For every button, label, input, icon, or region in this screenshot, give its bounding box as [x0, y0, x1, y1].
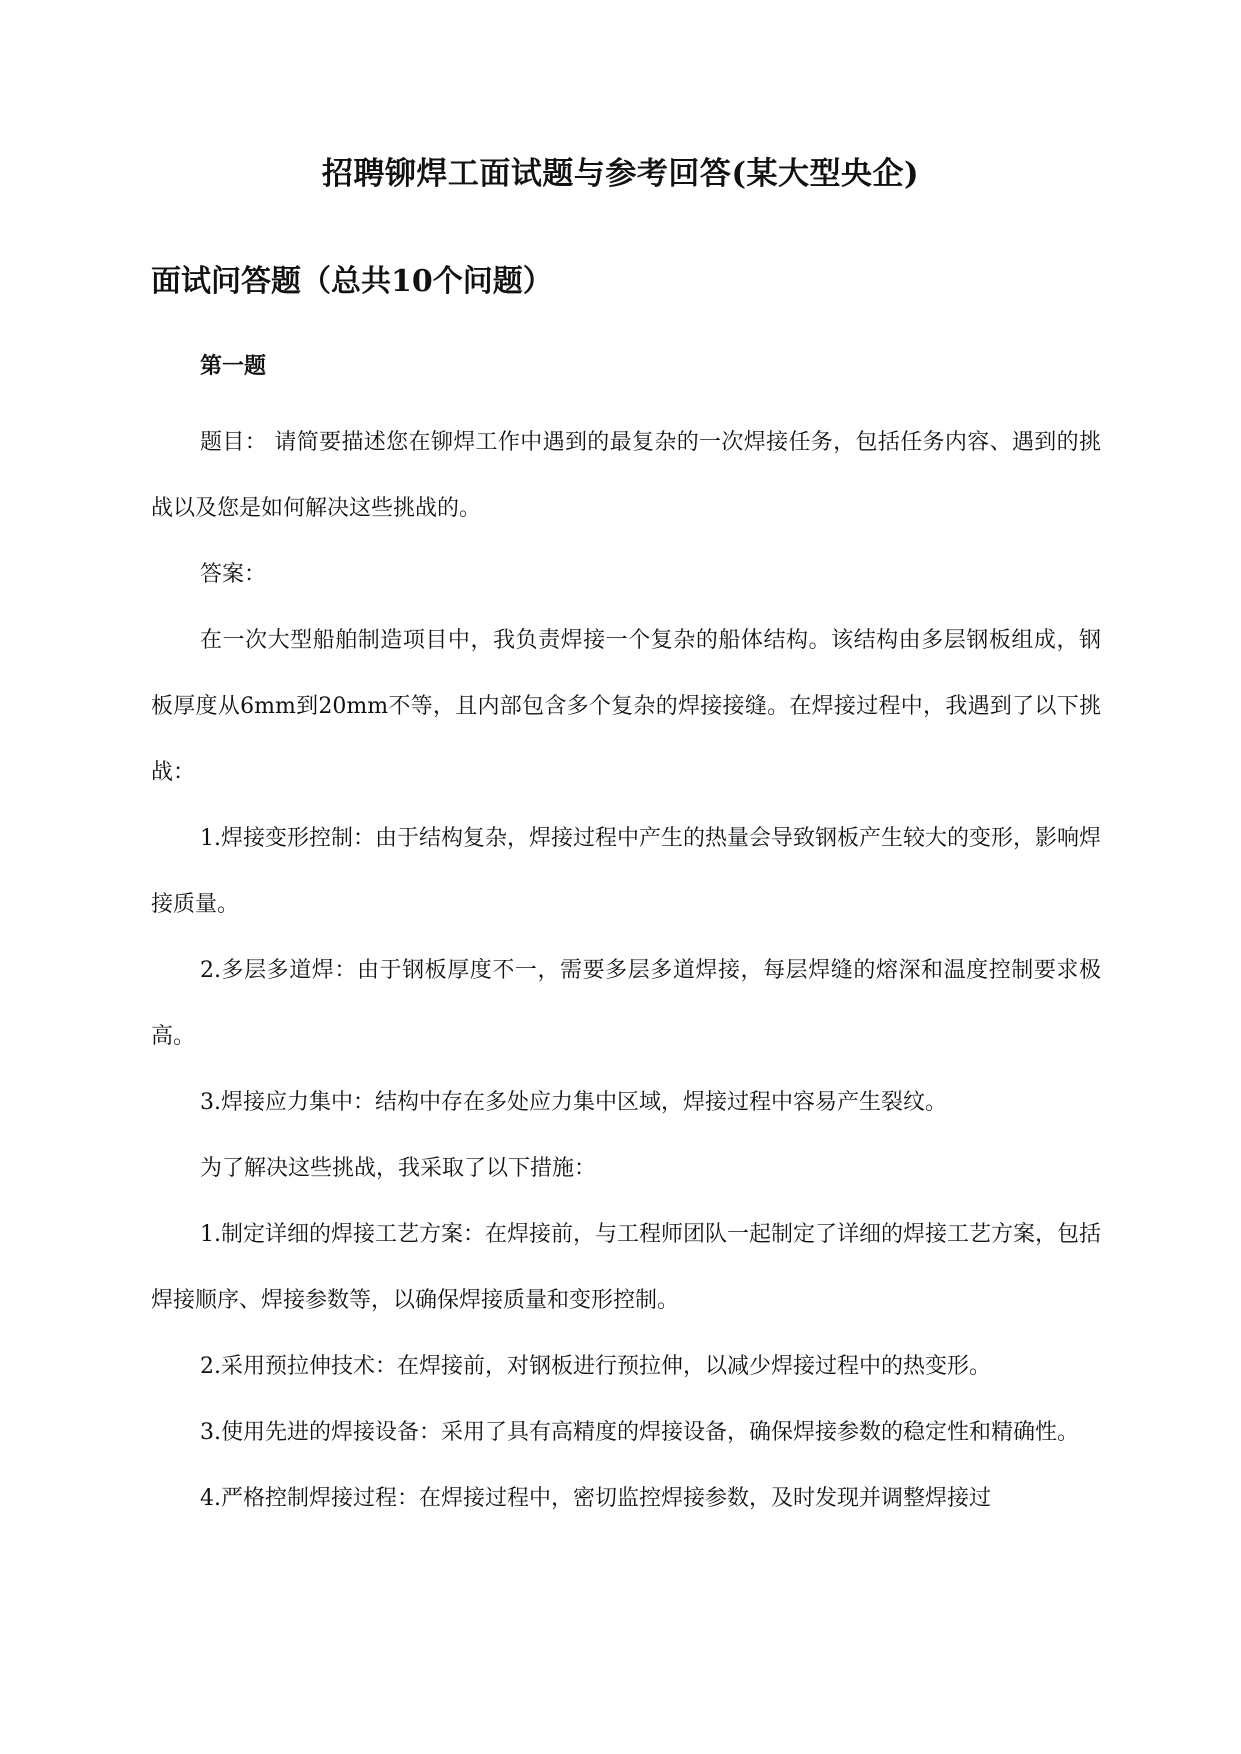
measure-item: 4.严格控制焊接过程：在焊接过程中，密切监控焊接参数，及时发现并调整焊接过 — [200, 1486, 991, 1511]
question-heading: 第一题 — [200, 353, 267, 379]
measure-item: 2.采用预拉伸技术：在焊接前，对钢板进行预拉伸，以减少焊接过程中的热变形。 — [200, 1354, 991, 1379]
measure-item: 3.使用先进的焊接设备：采用了具有高精度的焊接设备，确保焊接参数的稳定性和精确性。 — [200, 1420, 1079, 1445]
answer-intro: 在一次大型船舶制造项目中，我负责焊接一个复杂的船体结构。该结构由多层钢板组成，钢板厚度从6mm到20mm不等，且内部包含多个复杂的焊接接缝。在焊接过程中，我遇到了以下挑战： — [151, 628, 1101, 785]
measure-item: 1.制定详细的焊接工艺方案：在焊接前，与工程师团队一起制定了详细的焊接工艺方案，包括焊接顺序、焊接参数等，以确保焊接质量和变形控制。 — [151, 1222, 1101, 1313]
challenge-item: 3.焊接应力集中：结构中存在多处应力集中区域，焊接过程中容易产生裂纹。 — [200, 1090, 947, 1115]
measures-intro: 为了解决这些挑战，我采取了以下措施： — [200, 1156, 597, 1181]
answer-label: 答案： — [200, 562, 267, 587]
document-body — [151, 410, 1101, 1532]
challenge-item: 1.焊接变形控制：由于结构复杂，焊接过程中产生的热量会导致钢板产生较大的变形，影响焊接质量。 — [151, 826, 1101, 917]
challenge-item: 2.多层多道焊：由于钢板厚度不一，需要多层多道焊接，每层焊缝的熔深和温度控制要求极高。 — [151, 958, 1101, 1049]
document-title: 招聘铆焊工面试题与参考回答(某大型央企) — [321, 156, 920, 192]
section-heading: 面试问答题（总共10个问题） — [151, 264, 553, 299]
question-text: 题目： 请简要描述您在铆焊工作中遇到的最复杂的一次焊接任务，包括任务内容、遇到的挑战以及您是如何解决这些挑战的。 — [151, 430, 1101, 521]
